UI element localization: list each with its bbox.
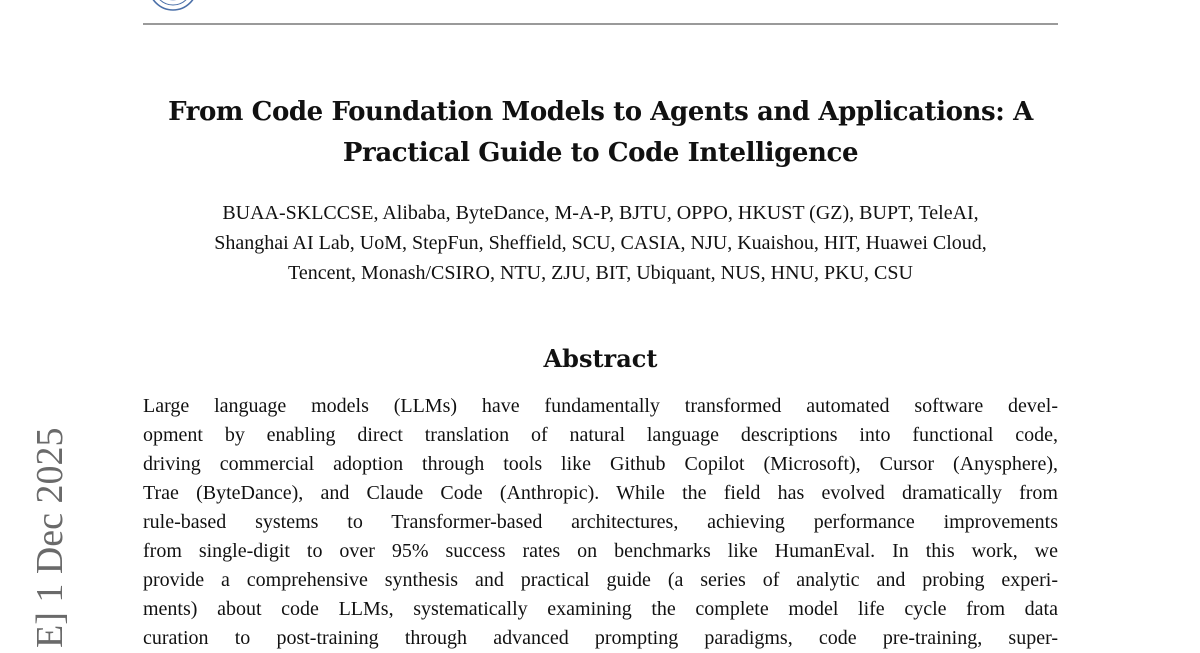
abstract-line: Trae (ByteDance), and Claude Code (Anthropic). While the field has evolved dramatically from (143, 482, 1058, 504)
affiliation-line: Shanghai AI Lab, UoM, StepFun, Sheffield, SCU, CASIA, NJU, Kuaishou, HIT, Huawei Cloud, (214, 232, 987, 254)
abstract-line: rule-based systems to Transformer-based architectures, achieving performance improvements (143, 511, 1058, 533)
abstract-line: curation to post-training through advanced prompting paradigms, code pre-training, super- (143, 627, 1058, 649)
paper-title (143, 92, 1058, 174)
abstract-line: ments) about code LLMs, systematically examining the complete model life cycle from data (143, 598, 1058, 620)
abstract-line: from single-digit to over 95% success rates on benchmarks like HumanEval. In this work, we (143, 540, 1058, 562)
paper-title-line: From Code Foundation Models to Agents and Applications: A (168, 97, 1033, 127)
university-seal-icon (148, 0, 198, 16)
abstract-line: opment by enabling direct translation of natural language descriptions into functional code, (143, 424, 1058, 446)
abstract-line: Large language models (LLMs) have fundamentally transformed automated software devel- (143, 395, 1058, 417)
abstract-line: driving commercial adoption through tools like Github Copilot (Microsoft), Cursor (Anysphere), (143, 453, 1058, 475)
affiliation-line: Tencent, Monash/CSIRO, NTU, ZJU, BIT, Ubiquant, NUS, HNU, PKU, CSU (288, 262, 913, 284)
abstract-heading: Abstract (543, 344, 658, 373)
header-rule (143, 23, 1058, 25)
arxiv-margin-stamp: E] 1 Dec 2025 (29, 427, 71, 648)
abstract-body (143, 392, 1058, 653)
affiliation-line: BUAA-SKLCCSE, Alibaba, ByteDance, M-A-P, BJTU, OPPO, HKUST (GZ), BUPT, TeleAI, (222, 202, 979, 224)
author-affiliations (143, 198, 1058, 288)
abstract-line: provide a comprehensive synthesis and practical guide (a series of analytic and probing experi- (143, 569, 1058, 591)
paper-title-line: Practical Guide to Code Intelligence (342, 138, 859, 168)
